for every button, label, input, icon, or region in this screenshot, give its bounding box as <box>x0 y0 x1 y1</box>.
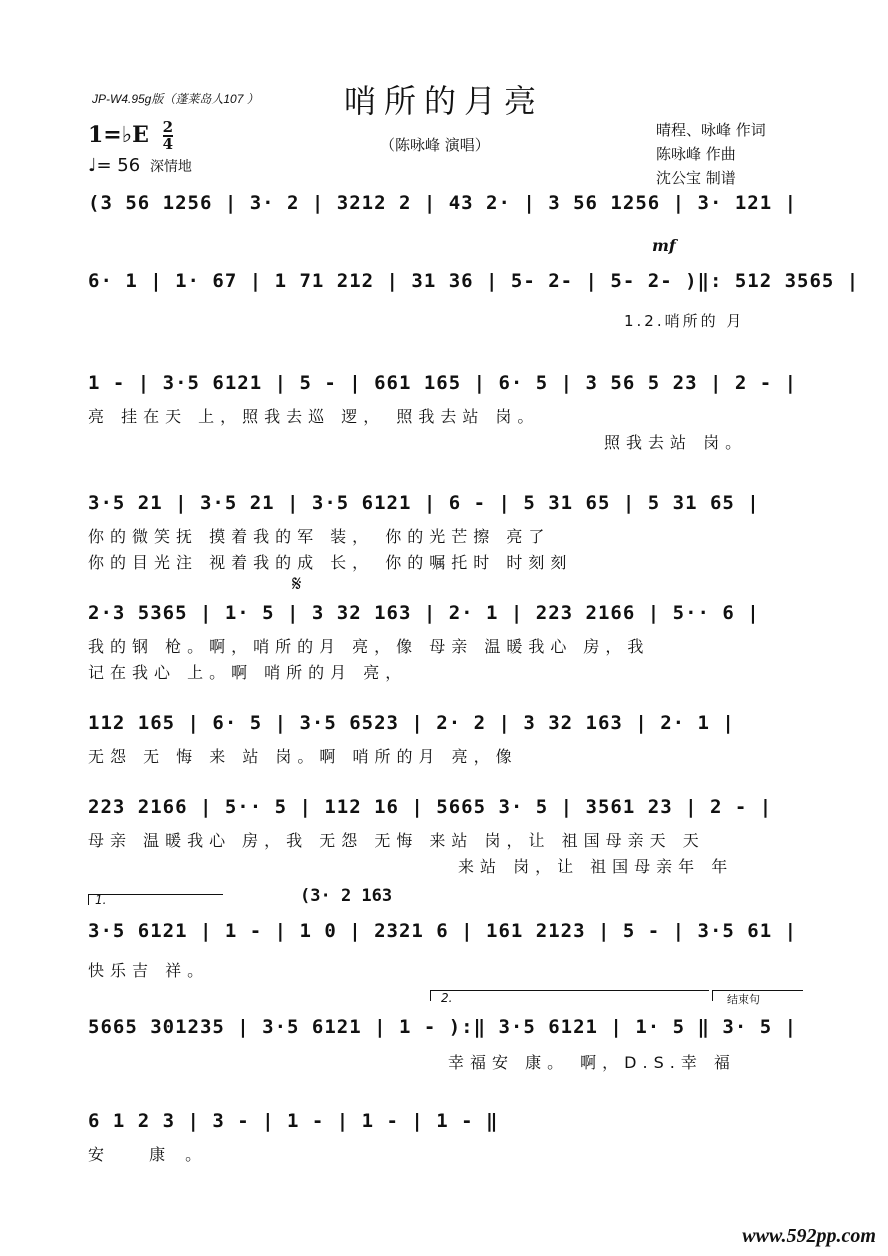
lyric-line: 幸福安 康。 啊，D.S.幸 福 <box>448 1053 736 1072</box>
segno-mark: 𝄋 <box>292 572 302 597</box>
credit-music: 陈咏峰 作曲 <box>656 145 736 163</box>
lyric-line-2: 你的目光注 视着我的成 长， 你的嘱托时 时刻刻 <box>88 553 573 572</box>
time-signature <box>163 120 173 152</box>
song-title: 哨所的月亮 <box>343 82 544 120</box>
credit-lyrics: 晴程、咏峰 作词 <box>656 121 766 139</box>
notation-line: 1 - | 3·5 6121 | 5 - | 661 165 | 6· 5 | 3 56 5 23 | 2 - | <box>88 372 798 394</box>
notation-line: 5665 301235 | 3·5 6121 | 1 - ):‖ 3·5 6121 | 1· 5 ‖ 3· 5 | <box>88 1016 798 1038</box>
lyric-line-2: 照我去站 岗。 <box>604 433 748 452</box>
score-row <box>0 572 888 688</box>
notation-line: 112 165 | 6· 5 | 3·5 6523 | 2· 2 | 3 32 163 | 2· 1 | <box>88 712 735 734</box>
dynamic-mark: mf <box>652 236 676 255</box>
lyric-line: 母亲 温暖我心 房，我 无怨 无悔 来站 岗，让 祖国母亲天 天 <box>88 831 705 850</box>
footer-url: www.592pp.com <box>742 1225 876 1247</box>
score-row <box>0 886 888 980</box>
lyric-line: 你的微笑抚 摸着我的军 装， 你的光芒擦 亮了 <box>88 527 551 546</box>
credit-score: 沈公宝 制谱 <box>656 169 736 187</box>
tempo-label: ♩= 56 <box>88 155 141 176</box>
score-row <box>0 1100 888 1180</box>
volta-label: 2. <box>441 991 453 1005</box>
lyric-line-2: 记在我心 上。啊 哨所的月 亮， <box>88 663 408 682</box>
notation-line: 3·5 21 | 3·5 21 | 3·5 6121 | 6 - | 5 31 65 | 5 31 65 | <box>88 492 760 514</box>
time-denominator: 4 <box>162 135 173 153</box>
volta-label: 1. <box>95 893 107 907</box>
score-row <box>0 792 888 882</box>
coda-label: 结束句 <box>727 993 760 1006</box>
lyric-line-2: 来站 岗，让 祖国母亲年 年 <box>458 857 734 876</box>
lyric-line: 1.2.哨所的 月 <box>624 312 745 330</box>
lyric-line: 安 康。 <box>88 1145 222 1164</box>
score-row <box>0 368 888 458</box>
volta-bracket <box>430 990 709 1005</box>
tempo <box>88 155 192 176</box>
notation-line: 3·5 6121 | 1 - | 1 0 | 2321 6 | 161 2123 | 5 - | 3·5 61 | <box>88 920 798 942</box>
singer-label: （陈咏峰 演唱） <box>380 136 490 154</box>
score-row <box>0 488 888 578</box>
notation-line: 223 2166 | 5·· 5 | 112 16 | 5665 3· 5 | 3561 23 | 2 - | <box>88 796 773 818</box>
lyric-line: 快乐吉 祥。 <box>88 961 210 980</box>
credits <box>656 118 766 190</box>
notation-line: 2·3 5365 | 1· 5 | 3 32 163 | 2· 1 | 223 2166 | 5·· 6 | <box>88 602 760 624</box>
key-signature <box>88 120 173 152</box>
score-row <box>0 990 888 1080</box>
key-label: 1=♭E <box>88 122 149 148</box>
notation-line: (3 56 1256 | 3· 2 | 3212 2 | 43 2· | 3 56 1256 | 3· 121 | <box>88 192 798 214</box>
coda-bracket <box>712 990 803 1006</box>
interlude-bracket: (3· 2 163 <box>300 886 393 906</box>
score-row <box>0 708 888 778</box>
lyric-line: 我的钢 枪。啊，哨所的月 亮，像 母亲 温暖我心 房，我 <box>88 637 650 656</box>
notation-line: 6 1 2 3 | 3 - | 1 - | 1 - | 1 - ‖ <box>88 1110 499 1132</box>
score-row <box>0 188 888 248</box>
time-numerator: 2 <box>162 118 173 136</box>
lyric-line: 亮 挂在天 上，照我去巡 逻， 照我去站 岗。 <box>88 407 540 426</box>
lyric-line: 无怨 无 悔 来 站 岗。啊 哨所的月 亮，像 <box>88 747 518 766</box>
notation-line: 6· 1 | 1· 67 | 1 71 212 | 31 36 | 5- 2- | 5- 2- )‖: 512 3565 | <box>88 270 860 292</box>
mood-label: 深情地 <box>149 159 192 175</box>
version-label: JP-W4.95g版（蓬莱岛人107 ） <box>92 92 259 106</box>
score-row <box>0 236 888 338</box>
volta-bracket <box>88 894 223 905</box>
